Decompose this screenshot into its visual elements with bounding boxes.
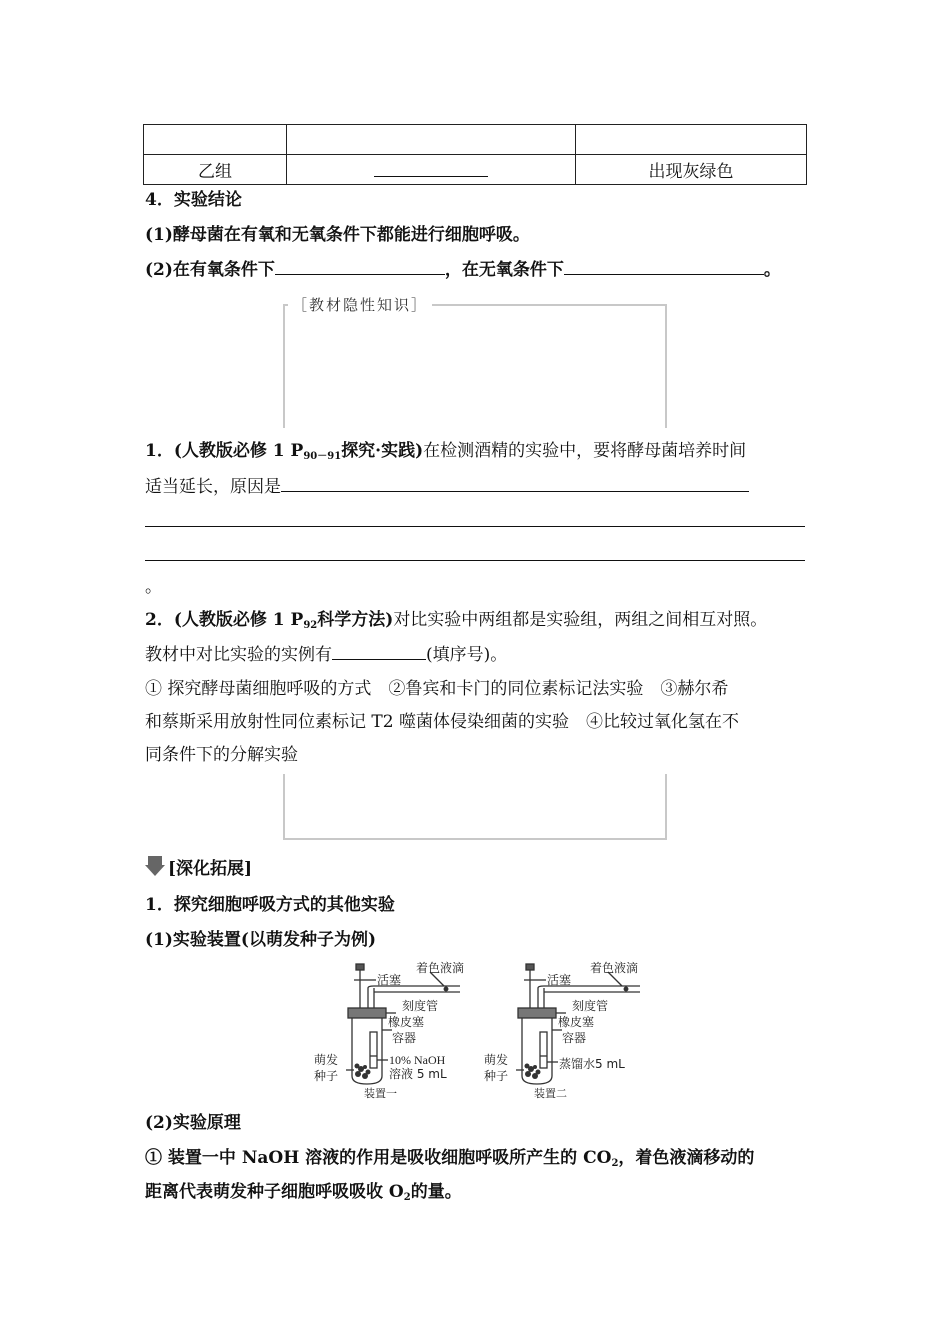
question-1-text-2: 适当延长，原因是 [145, 477, 281, 497]
question-2-source: (人教版必修 1 $P_{92}$科学方法) [173, 610, 394, 631]
question-2-text-3: (填序号)。 [426, 645, 508, 665]
principle-line-2: 距离代表萌发种子细胞呼吸吸收 $O_2$的量。 [145, 1182, 462, 1203]
question-2-answer-blank[interactable] [332, 641, 426, 660]
question-2-option-line-3: 同条件下的分解实验 [145, 745, 298, 765]
extension-heading-text: [深化拓展] [168, 859, 253, 879]
label-droplet: 着色液滴 [416, 961, 465, 975]
conclusion-item-2 [145, 256, 781, 283]
label-seeds-1: 萌发 [314, 1053, 339, 1067]
conclusion-item-2-label: (2)在有氧条件下 [145, 260, 275, 280]
label-seeds-2: 种子 [484, 1069, 509, 1083]
conclusion-item-1 [145, 222, 530, 248]
hidden-knowledge-frame-bottom [283, 774, 667, 840]
label-droplet: 着色液滴 [590, 961, 639, 975]
apparatus-figure [310, 958, 650, 1103]
question-1-source: (人教版必修 1 $P_{90-91}$探究·实践) [173, 441, 424, 462]
label-rubber-stopper: 橡皮塞 [388, 1015, 425, 1029]
extension-title: 1．探究细胞呼吸方式的其他实验 [145, 895, 395, 915]
label-stopcock: 活塞 [377, 973, 402, 987]
table-cell-group: 乙组 [144, 155, 287, 185]
question-2-line-1 [145, 607, 767, 639]
label-seeds-1: 萌发 [484, 1053, 509, 1067]
question-1-text: 在检测酒精的实验中，要将酵母菌培养时间 [423, 441, 747, 461]
result-table [143, 124, 807, 185]
conclusion-item-2-mid: ，在无氧条件下 [444, 260, 564, 280]
hidden-knowledge-label: ［教材隐性知识］ [288, 294, 432, 315]
extension-sub-1: (1)实验装置(以萌发种子为例) [145, 930, 377, 950]
question-1-answer-blank[interactable] [281, 473, 749, 492]
question-2-text: 对比实验中两组都是实验组，两组之间相互对照。 [393, 610, 768, 630]
label-seeds-2: 种子 [314, 1069, 339, 1083]
question-2-number: 2． [145, 610, 174, 630]
question-1-end: 。 [145, 577, 162, 597]
table-cell [144, 125, 287, 155]
label-device-2: 装置二 [534, 1087, 567, 1100]
conclusion-item-1-text: (1)酵母菌在有氧和无氧条件下都能进行细胞呼吸。 [145, 225, 530, 245]
label-stopcock: 活塞 [547, 973, 572, 987]
table-cell [576, 125, 807, 155]
label-device-1: 装置一 [364, 1087, 397, 1100]
answer-line[interactable] [145, 526, 805, 527]
down-arrow-icon [145, 855, 167, 877]
question-1-line-2 [145, 473, 749, 500]
section-heading-conclusion: 4．实验结论 [145, 190, 242, 210]
table-row [144, 125, 807, 155]
answer-line[interactable] [145, 560, 805, 561]
label-container: 容器 [392, 1031, 417, 1045]
table-row [144, 155, 807, 185]
question-2-option-line-1: ① 探究酵母菌细胞呼吸的方式 ②鲁宾和卡门的同位素标记法实验 ③赫尔希 [145, 679, 729, 699]
extension-sub-2: (2)实验原理 [145, 1113, 241, 1133]
aerobic-blank[interactable] [275, 256, 445, 275]
question-2-option-line-2: 和蔡斯采用放射性同位素标记 T2 噬菌体侵染细菌的实验 ④比较过氧化氢在不 [145, 712, 739, 732]
table-cell-blank[interactable] [287, 155, 576, 185]
question-1-number: 1． [145, 441, 174, 461]
label-container: 容器 [562, 1031, 587, 1045]
principle-line-1: ① 装置一中 NaOH 溶液的作用是吸收细胞呼吸所产生的 $CO_2$，着色液滴移动的 [145, 1148, 755, 1169]
conclusion-item-2-end: 。 [763, 260, 781, 280]
label-naoh-2: 溶液 5 mL [389, 1067, 447, 1081]
device-two [484, 960, 640, 1100]
hidden-knowledge-frame [283, 304, 667, 428]
label-rubber-stopper: 橡皮塞 [558, 1015, 595, 1029]
label-naoh-1: 10% NaOH [389, 1053, 446, 1067]
question-2-text-2: 教材中对比实验的实例有 [145, 645, 332, 665]
table-cell [287, 125, 576, 155]
anaerobic-blank[interactable] [564, 256, 764, 275]
label-water: 蒸馏水5 mL [559, 1057, 625, 1071]
extension-heading [145, 855, 252, 882]
question-1-line-1 [145, 438, 746, 470]
table-cell-result: 出现灰绿色 [576, 155, 807, 185]
question-2-line-2 [145, 641, 507, 668]
label-scale-tube: 刻度管 [402, 999, 439, 1013]
label-scale-tube: 刻度管 [572, 999, 609, 1013]
